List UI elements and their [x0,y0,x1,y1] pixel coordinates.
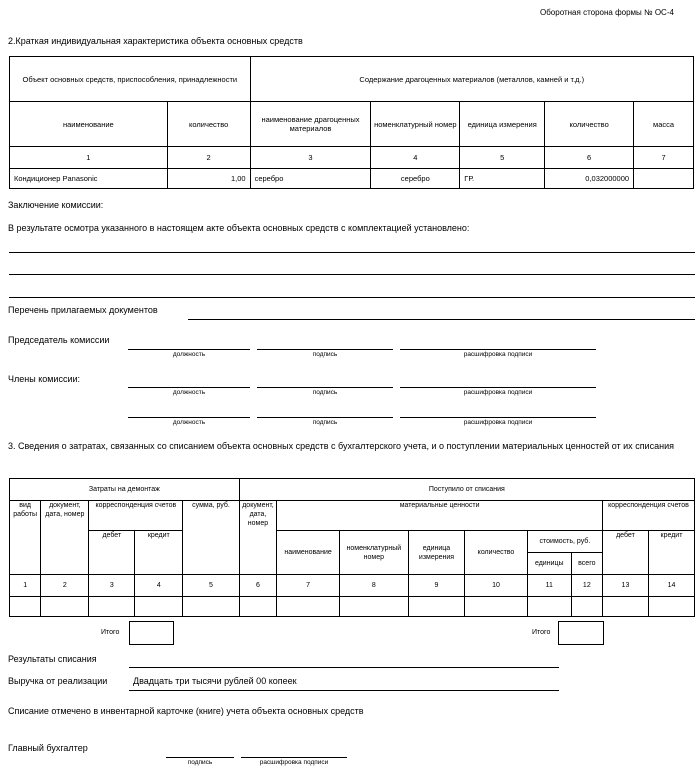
results-label: Результаты списания [8,654,97,664]
row-precious-name: серебро [250,169,371,189]
chairman-signature-line [257,349,393,350]
docs-line [188,319,695,320]
row-quantity: 0,032000000 [545,169,634,189]
chairman-label: Председатель комиссии [8,335,110,345]
header-content: Содержание драгоценных материалов (металлов, камней и т.д.) [250,57,693,102]
header-received: Поступило от списания [239,479,694,501]
conclusion-line-3 [9,297,695,298]
header-m-unit: единица измерения [408,531,464,575]
table-row [10,597,695,617]
caption-signature: подпись [187,759,213,766]
col-num: 2 [167,147,250,169]
chief-accountant-label: Главный бухгалтер [8,743,88,753]
conclusion-line-2 [9,274,695,275]
col-num: 8 [339,575,408,597]
header-quantity: количество [545,102,634,147]
conclusion-label: Заключение комиссии: [8,200,104,210]
col-num: 9 [408,575,464,597]
card-note: Списание отмечено в инвентарной карточке (книге) учета объекта основных средств [8,706,364,716]
col-num: 3 [250,147,371,169]
caption-decode: расшифровка подписи [259,759,329,766]
col-num: 2 [41,575,89,597]
col-num: 14 [648,575,694,597]
caption-signature: подпись [312,389,338,396]
header-type: вид работы [10,501,41,575]
header-name: наименование [10,102,168,147]
col-num: 11 [527,575,571,597]
header-qty: количество [167,102,250,147]
row-mass [634,169,694,189]
header-costs: Затраты на демонтаж [10,479,240,501]
col-num: 6 [239,575,277,597]
caption-decode: расшифровка подписи [463,389,533,396]
col-num: 4 [135,575,183,597]
section3-title: 3. Сведения о затратах, связанных со списанием объекта основных средств с бухгалтерского учета, и о поступлении материальных ценностей от их списания [8,441,674,451]
header-doc2: документ, дата, номер [239,501,277,575]
caption-decode: расшифровка подписи [463,419,533,426]
row-qty: 1,00 [167,169,250,189]
member1-decode-line [400,387,596,388]
revenue-value: Двадцать три тысячи рублей 00 копеек [133,676,297,686]
col-num: 6 [545,147,634,169]
header-unit: единица измерения [460,102,545,147]
member1-position-line [128,387,250,388]
member2-signature-line [257,417,393,418]
header-m-name: наименование [277,531,340,575]
inspection-text: В результате осмотра указанного в настоящем акте объекта основных средств с комплектацией установлено: [8,223,470,233]
header-object: Объект основных средств, приспособления, принадлежности [10,57,251,102]
col-num: 3 [89,575,135,597]
header-nomenclature: номенклатурный номер [371,102,460,147]
form-side-label: Оборотная сторона формы № ОС-4 [540,8,674,17]
writeoff-table [9,478,695,617]
col-num: 5 [183,575,239,597]
chairman-position-line [128,349,250,350]
header-mass: масса [634,102,694,147]
member2-position-line [128,417,250,418]
member1-signature-line [257,387,393,388]
caption-signature: подпись [312,419,338,426]
header-material: материальные ценности [277,501,603,531]
header-credit2: кредит [648,531,694,575]
header-corr2: корреспонденция счетов [602,501,694,531]
header-per-unit: единицы [527,553,571,575]
header-debit2: дебет [602,531,648,575]
header-sum: сумма, руб. [183,501,239,575]
header-credit: кредит [135,531,183,575]
header-doc: документ, дата, номер [41,501,89,575]
col-num: 10 [465,575,528,597]
chairman-decode-line [400,349,596,350]
caption-signature: подпись [312,351,338,358]
header-debit: дебет [89,531,135,575]
caption-position: должность [172,351,206,358]
header-m-cost: стоимость, руб. [527,531,602,553]
header-corr: корреспонденция счетов [89,501,183,531]
revenue-line [129,690,559,691]
itogo-left-label: Итого [101,629,120,636]
col-num: 5 [460,147,545,169]
row-nomenclature: серебро [371,169,460,189]
header-m-qty: количество [465,531,528,575]
header-m-nom: номенклатурный номер [339,531,408,575]
itogo-right-label: Итого [532,629,551,636]
caption-position: должность [172,389,206,396]
revenue-label: Выручка от реализации [8,676,108,686]
section2-title: 2.Краткая индивидуальная характеристика объекта основных средств [8,36,303,46]
results-line [129,667,559,668]
member2-decode-line [400,417,596,418]
header-total: всего [571,553,602,575]
row-name: Кондиционер Panasonic [10,169,168,189]
members-label: Члены комиссии: [8,374,81,384]
conclusion-line-1 [9,252,695,253]
chief-signature-line [166,757,234,758]
col-num: 1 [10,575,41,597]
col-num: 13 [602,575,648,597]
caption-position: должность [172,419,206,426]
docs-label: Перечень прилагаемых документов [8,305,158,315]
col-num: 7 [277,575,340,597]
col-num: 7 [634,147,694,169]
chief-decode-line [241,757,347,758]
col-num: 1 [10,147,168,169]
col-num: 4 [371,147,460,169]
itogo-left-box [129,621,174,645]
precious-materials-table [9,56,694,189]
caption-decode: расшифровка подписи [463,351,533,358]
row-unit: ГР. [460,169,545,189]
col-num: 12 [571,575,602,597]
itogo-right-box [558,621,604,645]
header-precious-name: наименование драгоценных материалов [250,102,371,147]
